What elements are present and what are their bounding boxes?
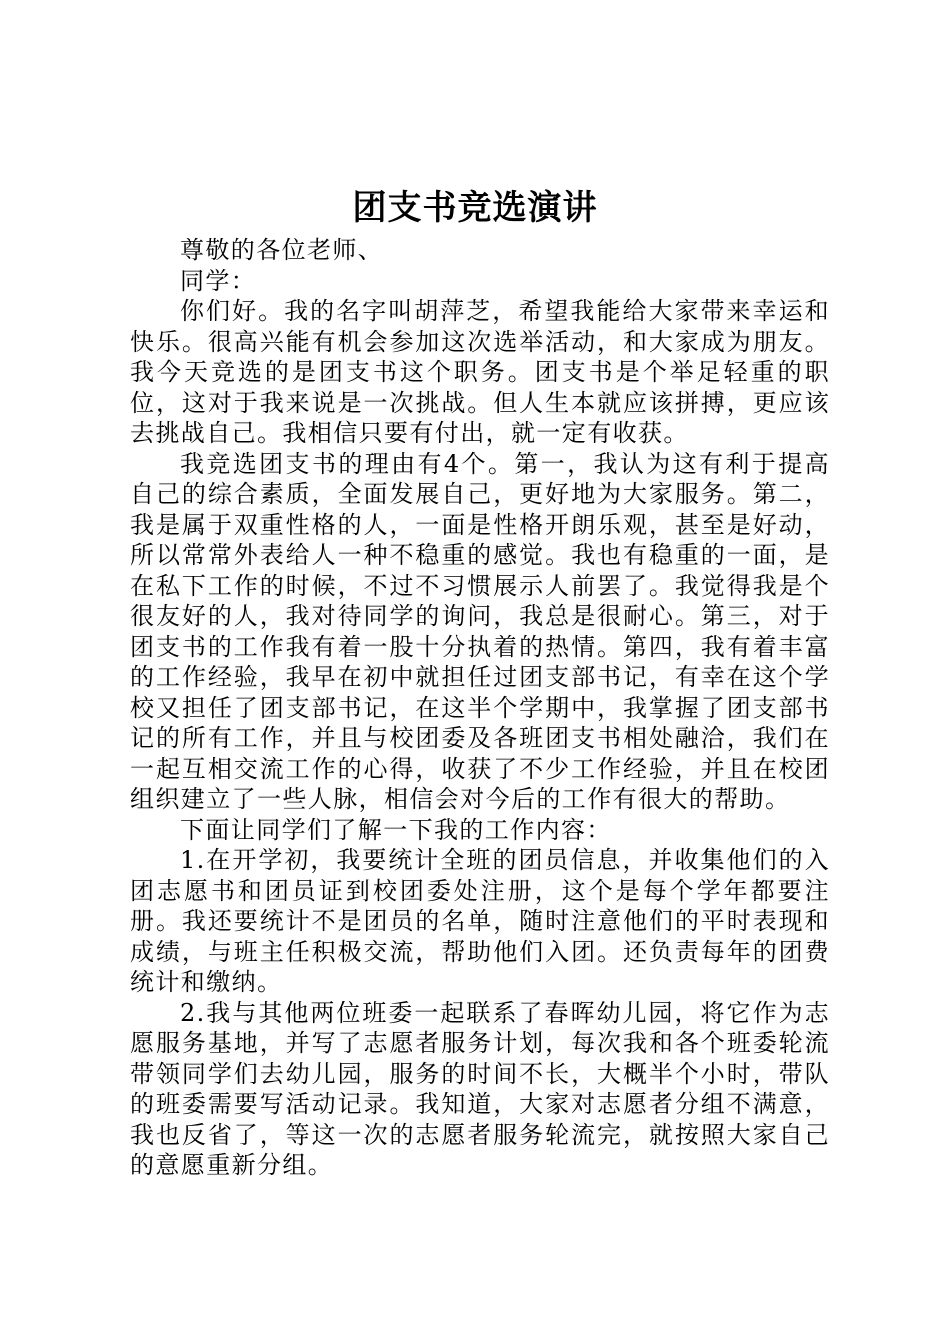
paragraph-work-item-1: 1.在开学初，我要统计全班的团员信息，并收集他们的入团志愿书和团员证到校团委处注册，这个是每个学年都要注册。我还要统计不是团员的名单，随时注意他们的平时表现和成绩，与班主任积极交流，帮助他们入团。还负责每年的团费统计和缴纳。 <box>130 846 830 996</box>
salutation-line-1: 尊敬的各位老师、 <box>180 236 384 264</box>
salutation-line-2: 同学： <box>180 266 257 295</box>
paragraph-work-intro: 下面让同学们了解一下我的工作内容： <box>180 815 612 844</box>
paragraph-reasons: 我竞选团支书的理由有4个。第一，我认为这有利于提高自己的综合素质，全面发展自己，更好地为大家服务。第二，我是属于双重性格的人，一面是性格开朗乐观，甚至是好动，所以常常外表给人一种不稳重的感觉。我也有稳重的一面，是在私下工作的时候，不过不习惯展示人前罢了。我觉得我是个很友好的人，我对待同学的询问，我总是很耐心。第三，对于团支书的工作我有着一股十分执着的热情。第四，我有着丰富的工作经验，我早在初中就担任过团支部书记，有幸在这个学校又担任了团支部书记，在这半个学期中，我掌握了团支部书记的所有工作，并且与校团委及各班团支书相处融洽，我们在一起互相交流工作的心得，收获了不少工作经验，并且在校团组织建立了一些人脉，相信会对今后的工作有很大的帮助。 <box>130 449 830 813</box>
paragraph-work-item-2: 2.我与其他两位班委一起联系了春晖幼儿园，将它作为志愿服务基地，并写了志愿者服务计划，每次我和各个班委轮流带领同学们去幼儿园，服务的时间不长，大概半个小时，带队的班委需要写活动记录。我知道，大家对志愿者分组不满意，我也反省了，等这一次的志愿者服务轮流完，就按照大家自己的意愿重新分组。 <box>130 998 830 1179</box>
paragraph-introduction: 你们好。我的名字叫胡萍芝，希望我能给大家带来幸运和快乐。很高兴能有机会参加这次选举活动，和大家成为朋友。我今天竞选的是团支书这个职务。团支书是个举足轻重的职位，这对于我来说是一次挑战。但人生本就应该拼搏，更应该去挑战自己。我相信只要有付出，就一定有收获。 <box>130 297 830 447</box>
document-title: 团支书竞选演讲 <box>352 188 598 228</box>
document-body <box>130 235 830 1181</box>
